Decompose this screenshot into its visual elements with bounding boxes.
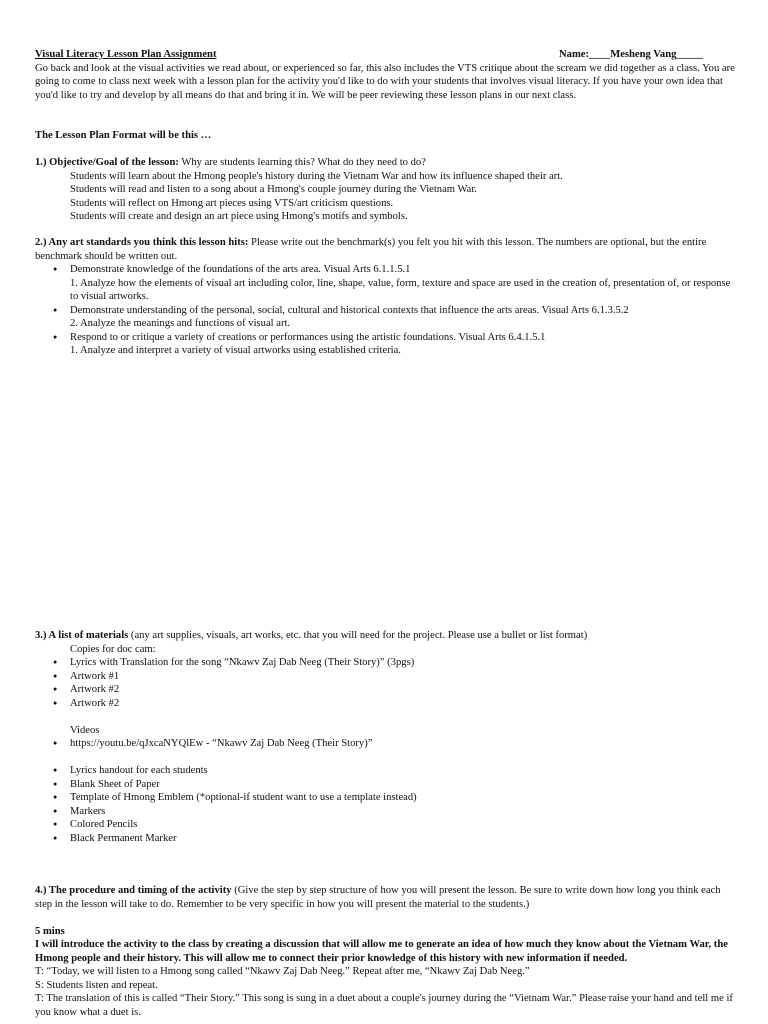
material-item: ● Artwork #2 — [35, 697, 735, 711]
procedure-line: T: “Today, we will listen to a Hmong song called “Nkawv Zaj Dab Neeg.” Repeat after me, “Nkawv Zaj Dab Neeg.” — [35, 966, 530, 977]
standards-heading — [35, 236, 735, 263]
material-item: ● Artwork #1 — [35, 670, 735, 684]
standard-sub: 2. Analyze the meanings and functions of visual art. — [70, 318, 291, 329]
procedure-prompt: (Give the step by step structure of how you will present the lesson. Be sure to write down how long you think each step in the lesson will take to do. Remember to be very specific in how you will present the material to the students.) — [35, 885, 721, 910]
supply-item: ● Colored Pencils — [35, 818, 735, 832]
material-item: ● Lyrics with Translation for the song “Nkawv Zaj Dab Neeg (Their Story)” (3pgs) — [35, 656, 735, 670]
procedure-intro: I will introduce the activity to the class by creating a discussion that will allow me to generate an idea of how much they know about the Vietnam War, the Hmong people and their history. This will allow me to connect their prior knowledge of this history with new information if needed. — [35, 939, 728, 964]
spacer — [35, 751, 735, 765]
procedure-label: 4.) The procedure and timing of the activity — [35, 885, 232, 896]
objective-item: Students will create and design an art piece using Hmong's motifs and symbols. — [70, 211, 408, 222]
objective-heading — [35, 156, 735, 170]
format-heading: The Lesson Plan Format will be this … — [35, 130, 212, 141]
procedure-section — [35, 884, 735, 1019]
supply-item: ● Blank Sheet of Paper — [35, 778, 735, 792]
standard-bullet: ● Demonstrate knowledge of the foundations of the arts area. Visual Arts 6.1.1.5.1 — [35, 263, 735, 277]
materials-prompt: (any art supplies, visuals, art works, etc. that you will need for the project. Please use a bullet or list format) — [128, 630, 588, 641]
procedure-line: S: Students listen and repeat. — [35, 979, 158, 991]
materials-heading — [35, 629, 735, 643]
spacer — [35, 911, 735, 925]
material-item: ● Artwork #2 — [35, 683, 735, 697]
objective-section — [35, 156, 735, 224]
objective-item: Students will learn about the Hmong people's history during the Vietnam War and how its influence shaped their art. — [70, 170, 563, 182]
objective-item: Students will read and listen to a song about a Hmong's couple journey during the Vietnam War. — [70, 184, 477, 195]
supply-item: ● Template of Hmong Emblem (*optional-if student want to use a template instead) — [35, 791, 735, 805]
videos-heading: Videos — [70, 724, 100, 736]
standards-section — [35, 236, 735, 358]
standard-bullet: ● Respond to or critique a variety of creations or performances using the artistic foundations. Visual Arts 6.4.1.5.1 — [35, 331, 735, 345]
doc-cam-heading: Copies for doc cam: — [70, 643, 156, 655]
materials-section — [35, 629, 735, 845]
standard-sub: 1. Analyze and interpret a variety of visual artworks using established criteria. — [70, 345, 401, 356]
video-link[interactable]: ● https://youtu.be/qJxcaNYQlEw - “Nkawv Zaj Dab Neeg (Their Story)” — [35, 737, 735, 751]
standards-label: 2.) Any art standards you think this lesson hits: — [35, 237, 249, 248]
student-name: Name:____Mesheng Vang_____ — [559, 49, 703, 60]
objective-label: 1.) Objective/Goal of the lesson: — [35, 157, 179, 168]
standards-prompt: Please write out the benchmark(s) you felt you hit with this lesson. The numbers are optional, but the entire benchmark should be written out. — [35, 237, 707, 262]
title-text: Visual Literacy Lesson Plan Assignment — [35, 49, 217, 60]
procedure-heading — [35, 884, 735, 911]
supply-item: ● Lyrics handout for each students — [35, 764, 735, 778]
procedure-line: T: The translation of this is called “Their Story.” This song is sung in a duet about a couple's journey during the “Vietnam War.” Please raise your hand and tell me if you know what a duet is. — [35, 993, 733, 1018]
standard-sub: 1. Analyze how the elements of visual art including color, line, shape, value, form, texture and space are used in the creation of, presentation of, or response to visual artworks. — [70, 277, 731, 302]
supply-item: ● Markers — [35, 805, 735, 819]
objective-prompt: Why are students learning this? What do they need to do? — [178, 157, 426, 168]
intro-paragraph: Go back and look at the visual activities we read about, or experienced so far, this also includes the VTS critique about the scream we did together as a class. You are going to come to class next week with a lesson plan for the activity you'd like to do with your students that involves visual literacy. If you have your own idea that you'd like to try and develop by all means do that and bring it in. We will be peer reviewing these lesson plans in our next class. — [35, 62, 735, 101]
objective-item: Students will reflect on Hmong art pieces using VTS/art criticism questions. — [70, 197, 394, 209]
standard-bullet: ● Demonstrate understanding of the personal, social, cultural and historical contexts that influence the arts areas. Visual Arts 6.1.3.5.2 — [35, 304, 735, 318]
procedure-time: 5 mins — [35, 925, 65, 937]
materials-label: 3.) A list of materials — [35, 630, 129, 641]
spacer — [35, 710, 735, 724]
supply-item: ● Black Permanent Marker — [35, 832, 735, 846]
